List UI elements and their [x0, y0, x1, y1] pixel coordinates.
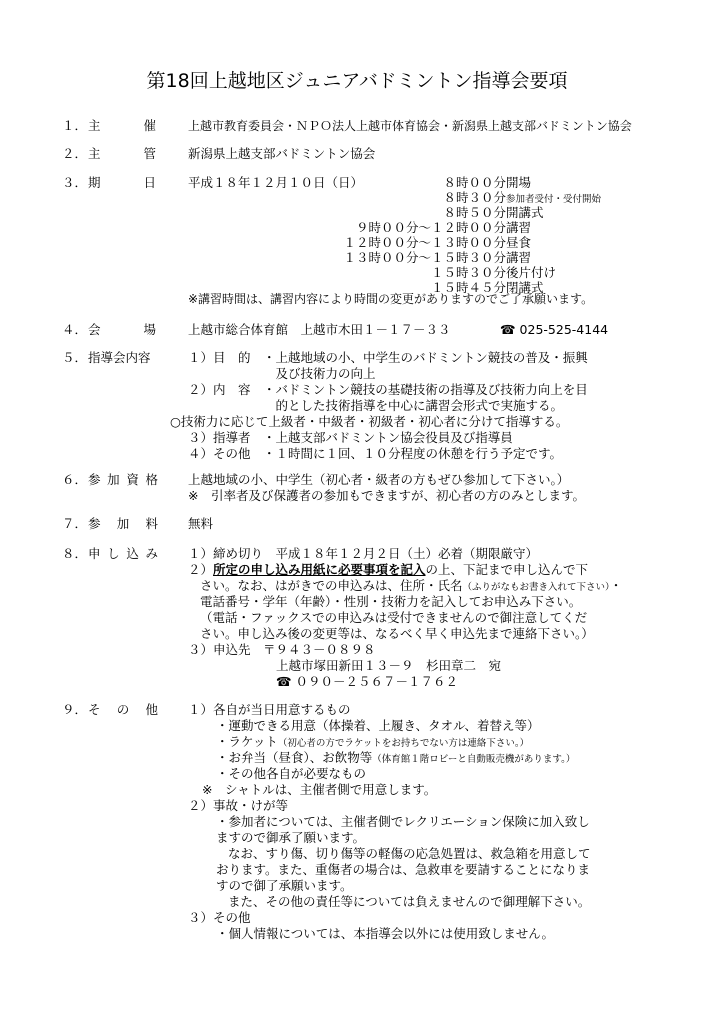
section-label: 参 加 料: [88, 516, 158, 531]
required-form-emphasis: 所定の申し込み用紙に必要事項を記入: [213, 562, 426, 577]
section-number: ５．: [62, 350, 88, 365]
application-phone: ☎ ０９０－２５６７－１７６２: [276, 674, 459, 689]
schedule-time: １５時４５分: [430, 280, 506, 295]
content-line: ○技術力に応じて上級者・中級者・初級者・初心者に分けて指導する。: [170, 414, 569, 429]
section-number: ９．: [62, 702, 88, 717]
content-line: ２）内 容 ・バドミントン競技の基礎技術の指導及び技術力向上を目: [188, 382, 588, 397]
other-line: ２）事故・けが等: [188, 798, 289, 813]
other-line: ますので御承了願います。: [216, 830, 366, 845]
application-line: 電話番号・学年（年齢）・性別・技術力を記入してお申込み下さい。: [200, 594, 582, 609]
other-line: ・個人情報については、本指導会以外には使用致しません。: [216, 926, 555, 941]
section-number: ８．: [62, 546, 88, 561]
eligibility-line: ※ 引率者及び保護者の参加もできますが、初心者の方のみとします。: [188, 488, 585, 503]
section-number: ３．: [62, 175, 88, 190]
section-label: 主 催: [88, 118, 156, 133]
section-number: １．: [62, 118, 88, 133]
schedule-activity: 後片付け: [506, 265, 557, 280]
other-line: ・参加者については、主催者側でレクリエーション保険に加入致し: [216, 814, 590, 829]
section-label: 申 し 込 み: [88, 546, 158, 561]
schedule-activity: 講習: [506, 220, 532, 235]
section-number: ７．: [62, 516, 88, 531]
organizer-value: 上越市教育委員会・ＮＰＯ法人上越市体育協会・新潟県上越支部バドミントン協会: [188, 119, 632, 133]
application-line: さい。申し込み後の変更等は、なるべく早く申込先まで連絡下さい。）: [200, 626, 594, 641]
content-line: ３）指導者 ・上越支部バドミントン協会役員及び指導員: [188, 430, 513, 445]
application-address: 上越市塚田新田１３－９ 杉田章二 宛: [276, 658, 502, 673]
section-label: 指導会内容: [88, 350, 151, 365]
schedule-note: ※講習時間は、講習内容により時間の変更がありますのでご了承願います。: [188, 292, 594, 306]
section-number: ４．: [62, 322, 88, 337]
content-line: 及び技術力の向上: [188, 366, 376, 381]
section-label: そ の 他: [88, 702, 158, 717]
section-number: ２．: [62, 146, 88, 161]
schedule-time: １５時３０分: [430, 265, 506, 280]
schedule-activity: 講習: [506, 250, 532, 265]
other-line: おります。また、重傷者の場合は、急救車を要請することになりま: [216, 862, 591, 877]
manager-value: 新潟県上越支部バドミントン協会: [188, 146, 376, 161]
other-line: ・運動できる用意（体操着、上履き、タオル、着替え等）: [216, 718, 540, 733]
page-title: 第18回上越地区ジュニアバドミントン指導会要項: [146, 70, 568, 92]
content-line: １）目 的 ・上越地域の小、中学生のバドミントン競技の普及・振興: [188, 350, 588, 365]
application-line: さい。なお、はがきでの申込みは、住所・氏名（ふりがなもお書き入れて下さい）・: [200, 578, 623, 593]
schedule-time: １２時００分～１３時００分: [343, 235, 506, 250]
application-line: ３）申込先 〒９４３－０８９８: [188, 642, 376, 657]
other-line: １）各自が当日用意するもの: [188, 702, 351, 717]
other-line: ※ シャトルは、主催者側で用意します。: [202, 782, 437, 797]
event-date: 平成１８年１２月１０日（日）: [188, 175, 364, 190]
schedule-time: ８時３０分: [443, 190, 506, 205]
other-line: ・ラケット（初心者の方でラケットをお持ちでない方は連絡下さい。）: [216, 734, 530, 749]
content-line: 的とした技術指導を中心に講習会形式で実施する。: [188, 398, 564, 413]
application-line: １）締め切り 平成１８年１２月２日（土）必着（期限厳守）: [188, 546, 539, 561]
schedule-time: ８時５０分: [443, 205, 506, 220]
fee-value: 無料: [188, 516, 214, 531]
other-line: ・その他各自が必要なもの: [216, 766, 367, 781]
schedule-activity: 開場: [506, 175, 532, 190]
other-line: また、その他の責任等については負えませんので御理解下さい。: [228, 894, 591, 909]
section-label: 期 日: [88, 175, 156, 190]
application-line: ２）所定の申し込み用紙に必要事項を記入の上、下記まで申し込んで下: [188, 562, 589, 577]
schedule-activity: 参加者受付・受付開始: [506, 194, 602, 205]
venue-address: 上越市総合体育館 上越市木田１－１７－３３: [188, 322, 451, 337]
schedule-activity: 閉講式: [506, 280, 544, 295]
other-line: すので御了承願います。: [216, 878, 353, 893]
section-label: 主 管: [88, 146, 156, 161]
content-line: ４）その他 ・１時間に１回、１０分程度の休憩を行う予定です。: [188, 446, 563, 461]
schedule-activity: 昼食: [506, 235, 532, 250]
other-line: ３）その他: [188, 910, 251, 925]
schedule-time: ９時００分～１２時００分: [355, 220, 506, 235]
schedule-time: １３時００分～１５時３０分: [343, 250, 506, 265]
venue-phone: ☎ 025-525-4144: [500, 322, 609, 337]
application-line: （電話・ファックスでの申込みは受付できませんので御注意してくだ: [200, 610, 588, 625]
schedule-time: ８時００分: [443, 175, 506, 190]
section-label: 会 場: [88, 322, 156, 337]
eligibility-line: 上越地域の小、中学生（初心者・級者の方もぜひ参加して下さい。）: [188, 472, 570, 487]
other-line: なお、すり傷、切り傷等の軽傷の応急処置は、救急箱を用意して: [228, 846, 591, 861]
section-label: 参 加 資 格: [88, 472, 158, 487]
other-line: ・お弁当（昼食）、お飲物等（体育館１階ロビーと自動販売機があります。）: [216, 750, 576, 765]
schedule-activity: 開講式: [506, 205, 544, 220]
section-number: ６．: [62, 472, 88, 487]
